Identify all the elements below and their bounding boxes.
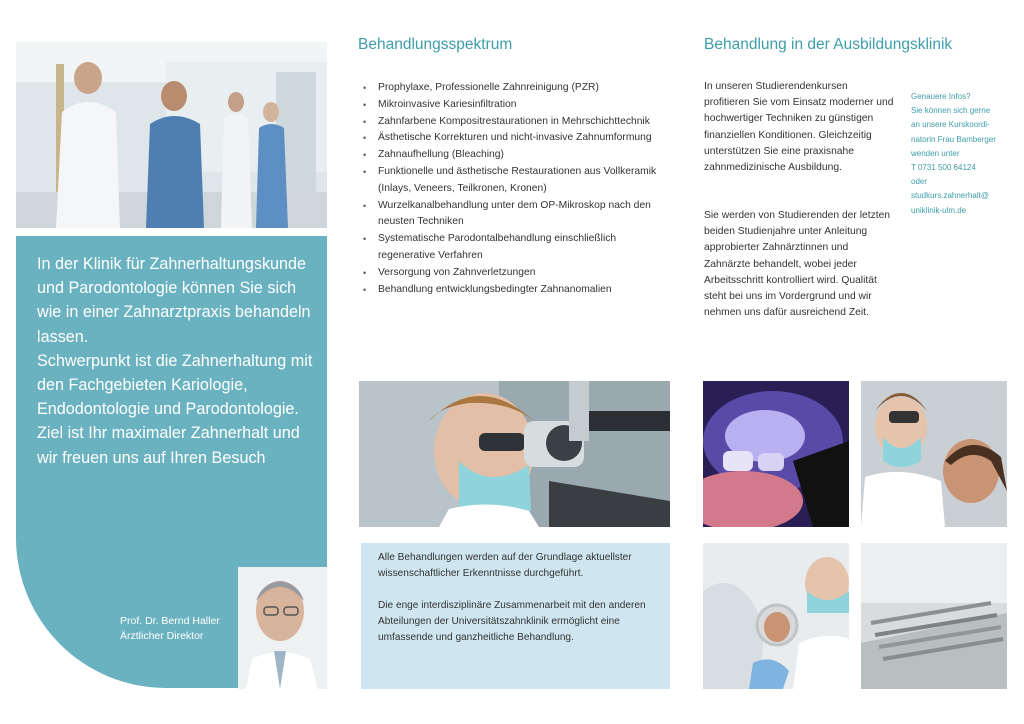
note-paragraph-1: Alle Behandlungen werden auf der Grundlage aktuellster wissenschaftlicher Erkenntnisse durchgeführt. [378, 552, 632, 580]
photo-patient-mirror [703, 543, 849, 689]
list-item: • Ästhetische Korrekturen und nicht-invasive Zahnumformung [360, 130, 660, 147]
list-item: • Versorgung von Zahnverletzungen [360, 265, 660, 282]
photo-doctors-hallway [16, 42, 327, 228]
director-name: Prof. Dr. Bernd Haller [120, 615, 220, 627]
list-item: • Mikroinvasive Kariesinfiltration [360, 97, 660, 114]
contact-line: natorin Frau Bamberger [911, 134, 996, 144]
contact-email: studkurs.zahnerhalt@ [911, 191, 989, 201]
note-box [361, 543, 670, 689]
contact-line: Genauere Infos? [911, 92, 971, 101]
contact-line: Sie können sich gerne [911, 106, 991, 116]
photo-dentist-treating [861, 381, 1007, 527]
focus-paragraph: Schwerpunkt ist die Zahnerhaltung mit den Fachgebieten Kariologie, Endodontologie und Parodontologie. [37, 351, 313, 419]
director-title: Ärztlicher Direktor [120, 630, 204, 642]
photo-dental-instruments [861, 543, 1007, 689]
intro-text [37, 252, 317, 470]
list-item: • Wurzelkanalbehandlung unter dem OP-Mikroskop nach den neusten Techniken [360, 198, 660, 232]
training-heading: Behandlung in der Ausbildungsklinik [704, 36, 953, 53]
training-paragraph-1: In unseren Studierendenkursen profitieren Sie vom Einsatz moderner und hochwertiger Techniken zu günstigen finanziellen Konditionen. Gleichzeitig unterstützen Sie eine praxisnahe zahnmedizinische Ausbildung. [704, 81, 894, 174]
list-item: • Systematische Parodontalbehandlung einschließlich regenerative Verfahren [360, 231, 660, 265]
list-item: • Funktionelle und ästhetische Restaurationen aus Vollkeramik (Inlays, Veneers, Teilkronen, Kronen) [360, 164, 660, 198]
contact-line: oder [911, 177, 928, 187]
contact-line: an unsere Kurskoordi- [911, 120, 990, 130]
contact-info [911, 90, 1016, 218]
spectrum-heading: Behandlungsspektrum [358, 36, 513, 53]
note-paragraph-2: Die enge interdisziplinäre Zusammenarbeit mit den anderen Abteilungen der Universitätszahnklinik ermöglicht eine umfassende und ganzheitliche Behandlung. [378, 600, 646, 644]
contact-email: uniklinik-ulm.de [911, 205, 967, 215]
contact-phone: T 0731 500 64124 [911, 163, 976, 173]
intro-paragraph: In der Klinik für Zahnerhaltungskunde und Parodontologie können Sie sich wie in einer Zahnarztpraxis behandeln lassen. [37, 255, 311, 346]
list-item: • Prophylaxe, Professionelle Zahnreinigung (PZR) [360, 80, 660, 97]
list-item: • Zahnaufhellung (Bleaching) [360, 147, 660, 164]
contact-line: wenden unter [911, 148, 960, 158]
list-item: • Behandlung entwicklungsbedingter Zahnanomalien [360, 282, 660, 299]
photo-curing-light [703, 381, 849, 527]
director-portrait [238, 567, 327, 689]
treatment-list [360, 80, 660, 298]
goal-paragraph: Ziel ist Ihr maximaler Zahnerhalt und wir freuen uns auf Ihren Besuch [37, 424, 300, 467]
list-item: • Zahnfarbene Kompositrestaurationen in Mehrschichttechnik [360, 114, 660, 131]
photo-microscope-dentist [359, 381, 670, 527]
training-paragraph-2: Sie werden von Studierenden der letzten beiden Studienjahre unter Anleitung approbierter Zahnärztinnen und Zahnärzte behandelt, wobei jeder Arbeitsschritt kontrolliert wird. Qualität steht bei uns im Vordergrund und wir nehmen uns dafür ausreichend Zeit. [704, 210, 891, 319]
